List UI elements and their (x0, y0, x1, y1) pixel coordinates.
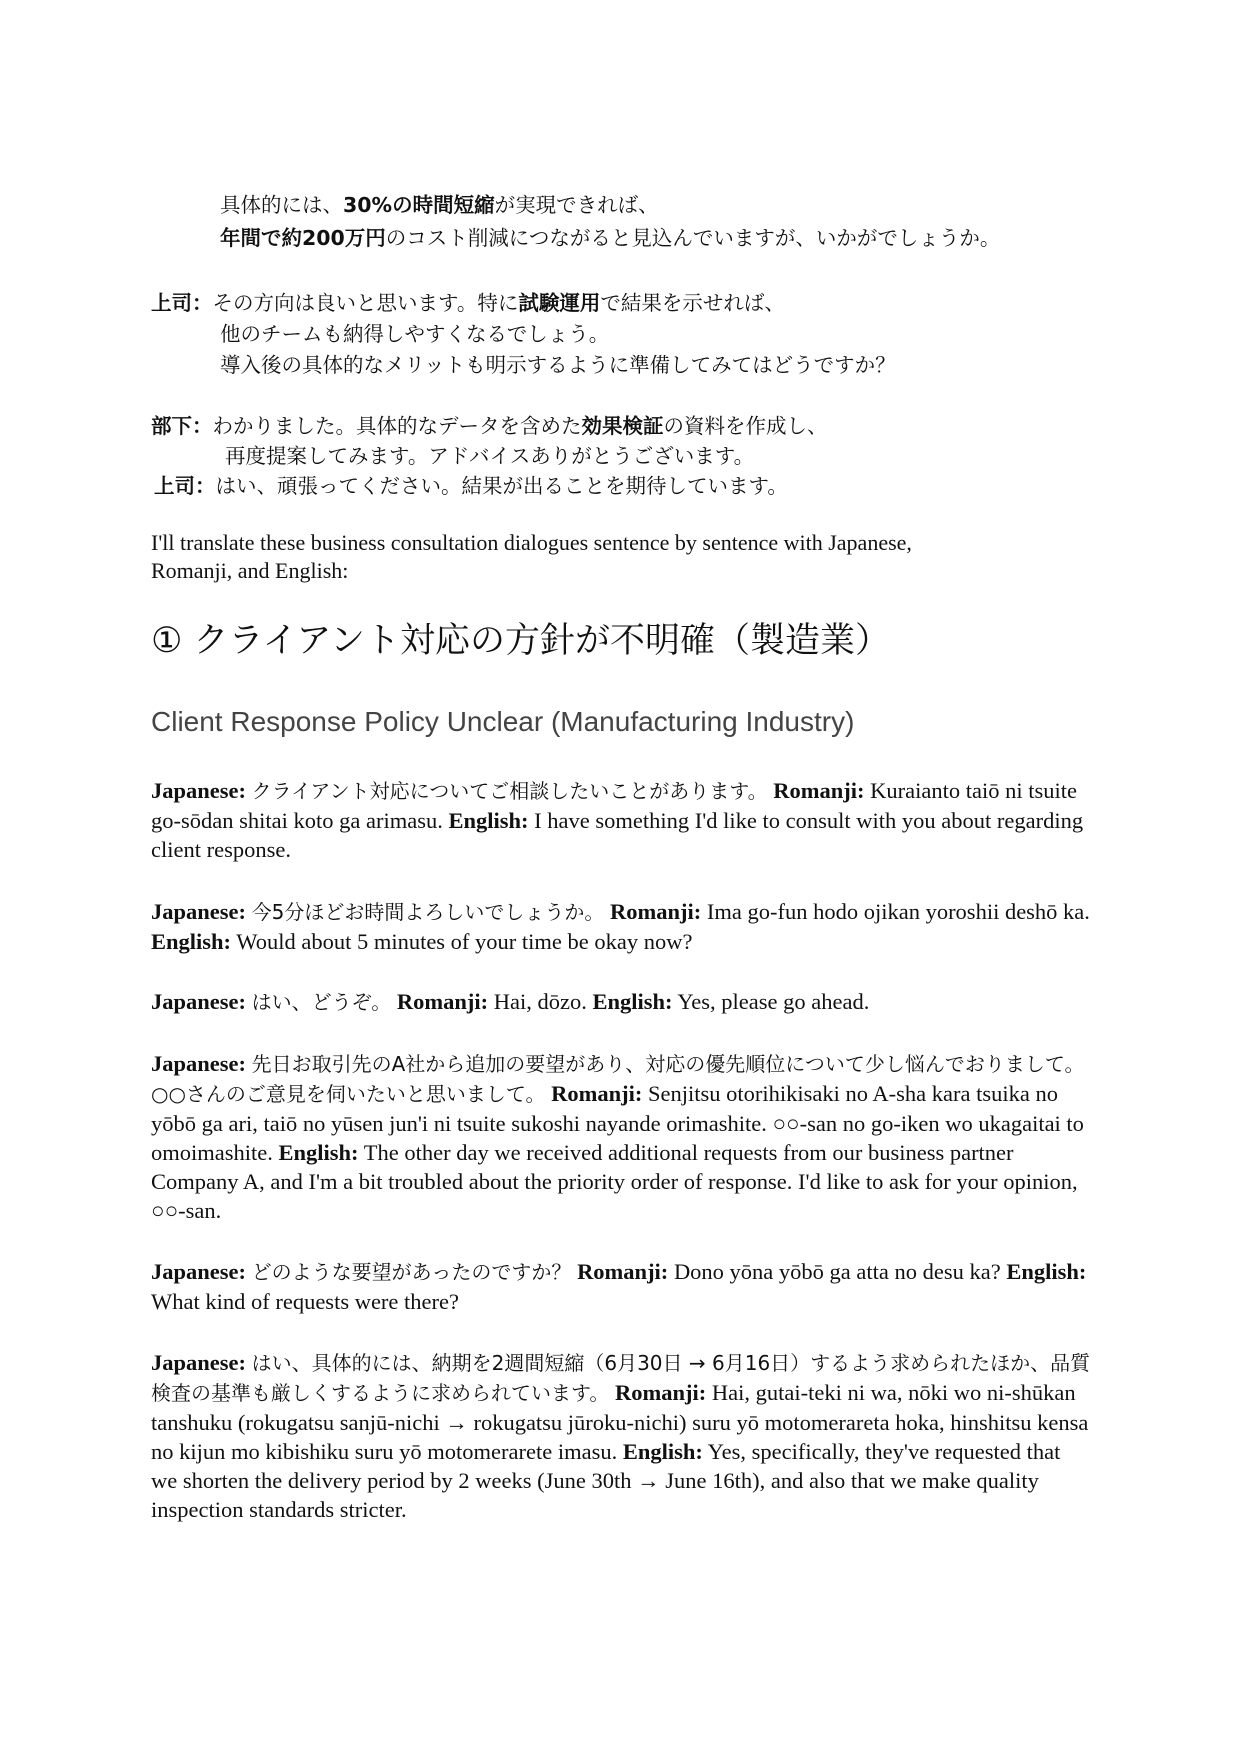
section-subtitle: Client Response Policy Unclear (Manufacturing Industry) (151, 706, 855, 737)
dialogue-line: 再度提案してみます。アドバイスありがとうございます。 (225, 444, 755, 468)
dialogue-emphasis: 試験運用 (518, 291, 601, 315)
romanji-label: Romanji: (615, 1380, 707, 1405)
dialogue-text: で結果を示せれば、 (600, 291, 785, 315)
japanese-label: Japanese: (151, 899, 246, 924)
english-label: English: (278, 1140, 359, 1165)
english-text: What kind of requests were there? (151, 1289, 459, 1314)
translation-entry (151, 897, 1091, 956)
japanese-text: どのような要望があったのですか？ (251, 1260, 572, 1284)
japanese-text: はい、具体的には、納期を2週間短縮（6月30日 → 6月16日）するよう求められたほか、品質検査の基準も厳しくするように求められています。 (151, 1351, 1091, 1405)
english-text: Yes, specifically, they've requested that we shorten the delivery period by 2 weeks (June 30th → June 16th), and also that we make quality inspection standards stricter. (151, 1439, 1061, 1522)
english-label: English: (1006, 1259, 1087, 1284)
romanji-label: Romanji: (609, 899, 702, 924)
romanji-text: Senjitsu otorihikisaki no A-sha kara tsuika no yōbō ga ari, taiō no yūsen jun'i ni tsuite sukoshi nayande orimashite. ○○-san no go-iken wo ukagaitai to omoimashite. (151, 1081, 1084, 1165)
japanese-text: 先日お取引先のA社から追加の要望があり、対応の優先順位について少し悩んでおりまして。○○さんのご意見を伺いたいと思いまして。 (151, 1052, 1085, 1106)
japanese-label: Japanese: (151, 1350, 246, 1375)
romanji-text: Hai, gutai-teki ni wa, nōki wo ni-shūkan tanshuku (rokugatsu sanjū-nichi → rokugatsu jūroku-nichi) suru yō motomerareta hoka, hinshitsu kensa no kijun mo kibishiku suru yō motomerarete imasu. (151, 1380, 1089, 1464)
dialogue-line: 導入後の具体的なメリットも明示するように準備してみてはどうですか？ (220, 353, 896, 377)
dialogue-text: はい、頑張ってください。結果が出ることを期待しています。 (215, 474, 788, 498)
translation-entry (151, 1348, 1091, 1524)
translation-entry (151, 987, 1091, 1017)
japanese-label: Japanese: (151, 1259, 246, 1284)
romanji-text: Kuraianto taiō ni tsuite go-sōdan shitai koto ga arimasu. (151, 778, 1077, 833)
translation-entry (151, 1257, 1091, 1316)
dialogue-line (220, 224, 1000, 252)
romanji-label: Romanji: (551, 1081, 643, 1106)
dialogue-line (154, 472, 788, 500)
dialogue-emphasis: 年間で約200万円 (220, 226, 386, 250)
japanese-label: Japanese: (151, 778, 246, 803)
dialogue-line: 他のチームも納得しやすくなるでしょう。 (220, 322, 610, 346)
dialogue-text: その方向は良いと思います。特に (212, 291, 519, 315)
translation-entry (151, 776, 1091, 864)
japanese-text: クライアント対応についてご相談したいことがあります。 (251, 779, 768, 803)
speaker-label: 部下： (151, 414, 213, 438)
dialogue-text: のコスト削減につながると見込んでいますが、いかがでしょうか。 (385, 226, 1001, 250)
english-text: The other day we received additional requests from our business partner Company A, and I'm a bit troubled about the priority order of response. I'd like to ask for your opinion, ○○-san. (151, 1140, 1078, 1223)
japanese-label: Japanese: (151, 989, 246, 1014)
speaker-label: 上司： (151, 291, 213, 315)
english-label: English: (622, 1439, 703, 1464)
speaker-label: 上司： (154, 474, 216, 498)
dialogue-text: が実現できれば、 (494, 193, 659, 217)
dialogue-emphasis: 30%の時間短縮 (343, 193, 495, 217)
romanji-text: Dono yōna yōbō ga atta no desu ka? (673, 1259, 1001, 1284)
intro-line: I'll translate these business consultation dialogues sentence by sentence with Japanese, (151, 530, 912, 555)
english-label: English: (151, 929, 232, 954)
dialogue-emphasis: 効果検証 (581, 414, 664, 438)
romanji-label: Romanji: (773, 778, 865, 803)
translation-entry (151, 1049, 1091, 1225)
english-text: Would about 5 minutes of your time be okay now? (236, 929, 693, 954)
dialogue-text: 具体的には、 (220, 193, 343, 217)
english-label: English: (592, 989, 673, 1014)
english-text: I have something I'd like to consult with you about regarding client response. (151, 808, 1084, 862)
dialogue-text: の資料を作成し、 (663, 414, 828, 438)
english-label: English: (448, 808, 529, 833)
romanji-text: Ima go-fun hodo ojikan yoroshii deshō ka. (706, 899, 1090, 924)
section-title: ① クライアント対応の方針が不明確（製造業） (151, 621, 891, 661)
romanji-label: Romanji: (396, 989, 489, 1014)
dialogue-text: わかりました。具体的なデータを含めた (212, 414, 582, 438)
japanese-text: はい、どうぞ。 (251, 990, 392, 1014)
dialogue-line (220, 191, 659, 219)
intro-line: Romanji, and English: (151, 558, 349, 583)
romanji-text: Hai, dōzo. (493, 989, 587, 1014)
dialogue-line (151, 289, 785, 317)
dialogue-line (151, 412, 828, 440)
romanji-label: Romanji: (577, 1259, 669, 1284)
japanese-label: Japanese: (151, 1051, 246, 1076)
japanese-text: 今5分ほどお時間よろしいでしょうか。 (251, 900, 605, 924)
english-text: Yes, please go ahead. (677, 989, 870, 1014)
